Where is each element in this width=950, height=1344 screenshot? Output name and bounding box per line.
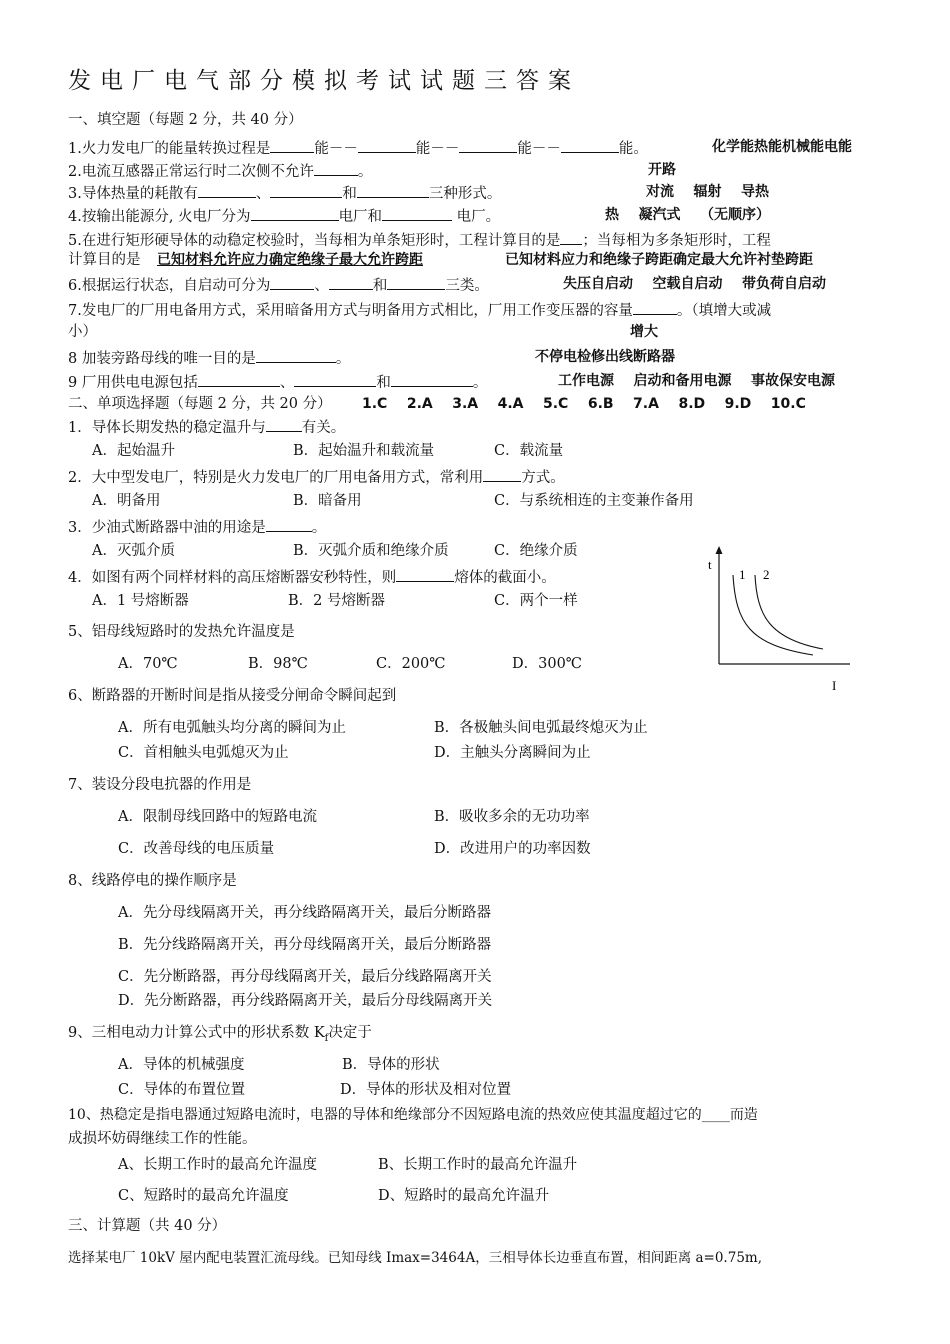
- mc-q2: 2．大中型发电厂，特别是火力发电厂的厂用电备用方式，常利用 方式。: [68, 466, 565, 488]
- q7-answer: 增大: [630, 324, 658, 340]
- q4-fill: 4.按输出能源分, 火电厂分为 电厂和 电厂。: [68, 205, 500, 227]
- mc-q4-option-a: A．1 号熔断器: [92, 593, 189, 609]
- q8-answer: 不停电检修出线断路器: [535, 349, 675, 365]
- mc-q8: 8、线路停电的操作顺序是: [68, 873, 237, 889]
- mc-q7-option-c: C．改善母线的电压质量: [118, 841, 275, 857]
- q5-line1: 5.在进行矩形硬导体的动稳定校验时，当每相为单条矩形时，工程计算目的是 ；当每相为多条矩形时，工程: [68, 229, 771, 251]
- mc-q9-option-b: B．导体的形状: [342, 1057, 440, 1073]
- mc-q9-option-a: A．导体的机械强度: [118, 1057, 245, 1073]
- q1-fill: 1.火力发电厂的能量转换过程是 能－－ 能－－ 能－－ 能。: [68, 137, 648, 159]
- q8-fill: 8 加装旁路母线的唯一目的是 。: [68, 347, 350, 369]
- mc-q3: 3．少油式断路器中油的用途是 。: [68, 516, 326, 538]
- q2-fill: 2.电流互感器正常运行时二次侧不允许 。: [68, 160, 372, 182]
- mc-q10-option-d: D、短路时的最高允许温升: [378, 1188, 550, 1204]
- mc-q6: 6、断路器的开断时间是指从接受分闸命令瞬间起到: [68, 688, 397, 704]
- q3-fill: 3.导体热量的耗散有 、 和 三种形式。: [68, 182, 501, 204]
- q9-fill: 9 厂用供电电源包括 、 和 。: [68, 371, 487, 393]
- mc-q1-option-c: C．载流量: [494, 443, 564, 459]
- q4-answer: 热 凝汽式 （无顺序）: [605, 207, 770, 223]
- mc-answers: 1.C 2.A 3.A 4.A 5.C 6.B 7.A 8.D 9.D 10.C: [362, 396, 806, 412]
- mc-q7-option-b: B．吸收多余的无功功率: [434, 809, 590, 825]
- page-title: 发电厂电气部分模拟考试试题三答案: [68, 68, 580, 94]
- q7-line1: 7.发电厂的厂用电备用方式，采用暗备用方式与明备用方式相比，厂用工作变压器的容量 。（填增大或减: [68, 299, 771, 321]
- mc-q10-option-a: A、长期工作时的最高允许温度: [118, 1157, 317, 1173]
- mc-q8-option-d: D．先分断路器，再分线路隔离开关，最后分母线隔离开关: [118, 993, 493, 1009]
- mc-q8-option-c: C．先分断路器，再分母线隔离开关，最后分线路隔离开关: [118, 969, 492, 985]
- mc-q3-option-c: C．绝缘介质: [494, 543, 578, 559]
- mc-q5-option-b: B．98℃: [248, 656, 308, 672]
- mc-q1-option-a: A．起始温升: [92, 443, 175, 459]
- q5-answer-2: 已知材料应力和绝缘子跨距确定最大允许衬垫跨距: [505, 252, 813, 268]
- q6-fill: 6.根据运行状态，自启动可分为 、 和 三类。: [68, 274, 489, 296]
- mc-q9-option-c: C．导体的布置位置: [118, 1082, 246, 1098]
- mc-q5: 5、铝母线短路时的发热允许温度是: [68, 624, 295, 640]
- q3-answer: 对流 辐射 导热: [646, 184, 769, 200]
- fuse-ampere-second-figure: [705, 545, 850, 695]
- mc-q10-line2: 成损坏妨碍继续工作的性能。: [68, 1131, 257, 1147]
- mc-q10-option-c: C、短路时的最高允许温度: [118, 1188, 289, 1204]
- q9-answer: 工作电源 启动和备用电源 事故保安电源: [558, 373, 835, 389]
- mc-q6-option-d: D．主触头分离瞬间为止: [434, 745, 591, 761]
- mc-q1-option-b: B．起始温升和载流量: [293, 443, 435, 459]
- section-2-heading: 二、单项选择题（每题 2 分，共 20 分）: [68, 396, 332, 412]
- mc-q6-option-b: B．各极触头间电弧最终熄灭为止: [434, 720, 648, 736]
- mc-q7-option-d: D．改进用户的功率因数: [434, 841, 591, 857]
- mc-q8-option-a: A．先分母线隔离开关，再分线路隔离开关，最后分断路器: [118, 905, 491, 921]
- mc-q10-line1: 10、热稳定是指电器通过短路电流时，电器的导体和绝缘部分不因短路电流的热效应使其温度超过它的____而造: [68, 1107, 758, 1123]
- q1-answer: 化学能热能机械能电能: [712, 139, 852, 155]
- section-3-heading: 三、计算题（共 40 分）: [68, 1218, 227, 1234]
- mc-q7: 7、装设分段电抗器的作用是: [68, 777, 252, 793]
- mc-q10-option-b: B、长期工作时的最高允许温升: [378, 1157, 578, 1173]
- q5-line2: 计算目的是: [68, 252, 141, 268]
- t-axis-arrow-icon: [716, 546, 723, 554]
- q5-answer-1: 已知材料允许应力确定绝缘子最大允许跨距: [157, 252, 423, 268]
- mc-q3-option-b: B．灭弧介质和绝缘介质: [293, 543, 449, 559]
- curve-2: [755, 575, 823, 649]
- mc-q3-option-a: A．灭弧介质: [92, 543, 175, 559]
- mc-q6-option-a: A．所有电弧触头均分离的瞬间为止: [118, 720, 346, 736]
- mc-q2-option-a: A．明备用: [92, 493, 161, 509]
- curve-2-label: 2: [763, 567, 770, 582]
- t-axis-label: t: [708, 557, 712, 572]
- calc-problem-text: 选择某电厂 10kV 屋内配电装置汇流母线。已知母线 Imax=3464A，三相导体长边垂直布置，相间距离 a=0.75m,: [68, 1250, 762, 1266]
- mc-q2-option-c: C．与系统相连的主变兼作备用: [494, 493, 694, 509]
- section-1-heading: 一、填空题（每题 2 分，共 40 分）: [68, 112, 303, 128]
- q6-answer: 失压自启动 空载自启动 带负荷自启动: [563, 276, 826, 292]
- curve-1-label: 1: [739, 567, 746, 582]
- mc-q5-option-d: D．300℃: [512, 656, 583, 672]
- q2-answer: 开路: [648, 162, 676, 178]
- mc-q9-option-d: D．导体的形状及相对位置: [340, 1082, 512, 1098]
- mc-q4: 4．如图有两个同样材料的高压熔断器安秒特性，则 熔体的截面小。: [68, 566, 556, 588]
- mc-q6-option-c: C．首相触头电弧熄灭为止: [118, 745, 289, 761]
- q7-line2: 小）: [68, 324, 97, 340]
- mc-q4-option-b: B．2 号熔断器: [288, 593, 385, 609]
- mc-q2-option-b: B．暗备用: [293, 493, 362, 509]
- mc-q5-option-a: A．70℃: [118, 656, 178, 672]
- mc-q5-option-c: C．200℃: [376, 656, 446, 672]
- mc-q9: 9、三相电动力计算公式中的形状系数 $K_f$决定于: [68, 1025, 372, 1044]
- i-axis-label: I: [832, 678, 837, 693]
- mc-q4-option-c: C．两个一样: [494, 593, 578, 609]
- mc-q8-option-b: B．先分线路隔离开关，再分母线隔离开关，最后分断路器: [118, 937, 492, 953]
- mc-q1: 1．导体长期发热的稳定温升与 有关。: [68, 416, 345, 438]
- mc-q7-option-a: A．限制母线回路中的短路电流: [118, 809, 317, 825]
